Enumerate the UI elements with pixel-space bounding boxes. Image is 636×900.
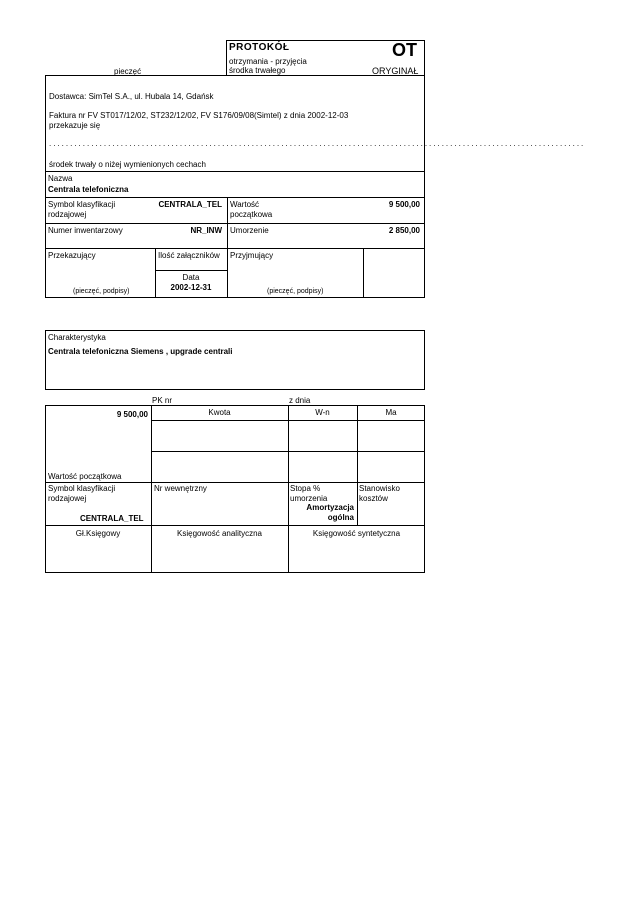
document-code: OT: [392, 40, 417, 60]
stamp-label: pieczęć: [114, 67, 142, 76]
initial-value-label: Wartość początkowa: [48, 472, 122, 481]
signature-left: (pieczęć, podpisy): [73, 288, 130, 295]
signature-right: (pieczęć, podpisy): [267, 288, 324, 295]
attachments-label: Ilość załączników: [158, 251, 220, 260]
name-value: Centrala telefoniczna: [48, 185, 129, 194]
chief-accountant-label: Gł.Księgowy: [75, 529, 121, 538]
value-label: Wartość początkowa: [230, 200, 273, 219]
amortization-label: Umorzenie: [230, 226, 269, 235]
date-label: Data: [182, 273, 200, 282]
document-subtitle-2: środka trwałego: [229, 66, 286, 75]
inventory-label: Numer inwentarzowy: [48, 226, 123, 235]
col-ma: Ma: [385, 408, 397, 417]
handover-person-label: Przekazujący: [48, 251, 96, 260]
date-line: [155, 270, 227, 271]
document-title: PROTOKÓŁ: [229, 42, 290, 53]
rate-label: Stopa % umorzenia: [290, 484, 328, 503]
value-value: 9 500,00: [388, 200, 420, 209]
signature-divider: [363, 248, 364, 298]
amortization-value: 2 850,00: [388, 226, 420, 235]
copy-type: ORYGINAŁ: [372, 66, 419, 76]
acc-symbol-label: Symbol klasyfikacji rodzajowej: [48, 484, 116, 503]
handover-text: przekazuje się: [49, 121, 101, 130]
characteristics-label: Charakterystyka: [48, 333, 106, 342]
row-line: [45, 223, 425, 224]
date-value: 2002-12-31: [170, 283, 212, 292]
header-right-line: [424, 40, 425, 75]
acc-row-line: [45, 482, 425, 483]
acc-row-line: [45, 525, 425, 526]
internal-no-label: Nr wewnętrzny: [154, 484, 207, 493]
row-line: [45, 197, 425, 198]
row-line: [45, 171, 425, 172]
acc-col-line: [151, 405, 152, 573]
dotted-line: ...............................................................................................................................: [49, 139, 586, 148]
col-wn: W-n: [315, 408, 330, 417]
document-subtitle-1: otrzymania - przyjęcia: [229, 57, 307, 66]
acc-value-amount: 9 500,00: [116, 410, 148, 419]
amort-general-label: Amortyzacja ogólna: [306, 503, 354, 522]
acc-row-line: [151, 451, 425, 452]
row-line: [45, 248, 425, 249]
col-kwota: Kwota: [208, 408, 231, 417]
receiver-label: Przyjmujący: [230, 251, 274, 260]
characteristics-value: Centrala telefoniczna Siemens , upgrade centrali: [48, 347, 233, 356]
invoice-text: Faktura nr FV ST017/12/02, ST232/12/02, FV S176/09/08(Simtel) z dnia 2002-12-03: [49, 111, 349, 120]
symbol-label: Symbol klasyfikacji rodzajowej: [48, 200, 116, 219]
pk-label: PK nr: [152, 396, 173, 405]
synthetic-accounting-label: Księgowość syntetyczna: [312, 529, 401, 538]
inventory-value: NR_INW: [190, 226, 222, 235]
acc-symbol-value: CENTRALA_TEL: [80, 514, 144, 523]
acc-col-line: [288, 405, 289, 573]
symbol-value: CENTRALA_TEL: [158, 200, 222, 209]
pk-date-label: z dnia: [289, 396, 311, 405]
cost-center-label: Stanowisko kosztów: [359, 484, 400, 503]
features-text: środek trwały o niżej wymienionych cechach: [49, 160, 206, 169]
analytic-accounting-label: Księgowość analityczna: [177, 529, 262, 538]
header-divider: [226, 40, 227, 75]
acc-row-line: [151, 420, 425, 421]
supplier-text: Dostawca: SimTel S.A., ul. Hubala 14, Gdańsk: [49, 92, 214, 101]
name-label: Nazwa: [48, 174, 73, 183]
acc-col-line: [357, 405, 358, 525]
